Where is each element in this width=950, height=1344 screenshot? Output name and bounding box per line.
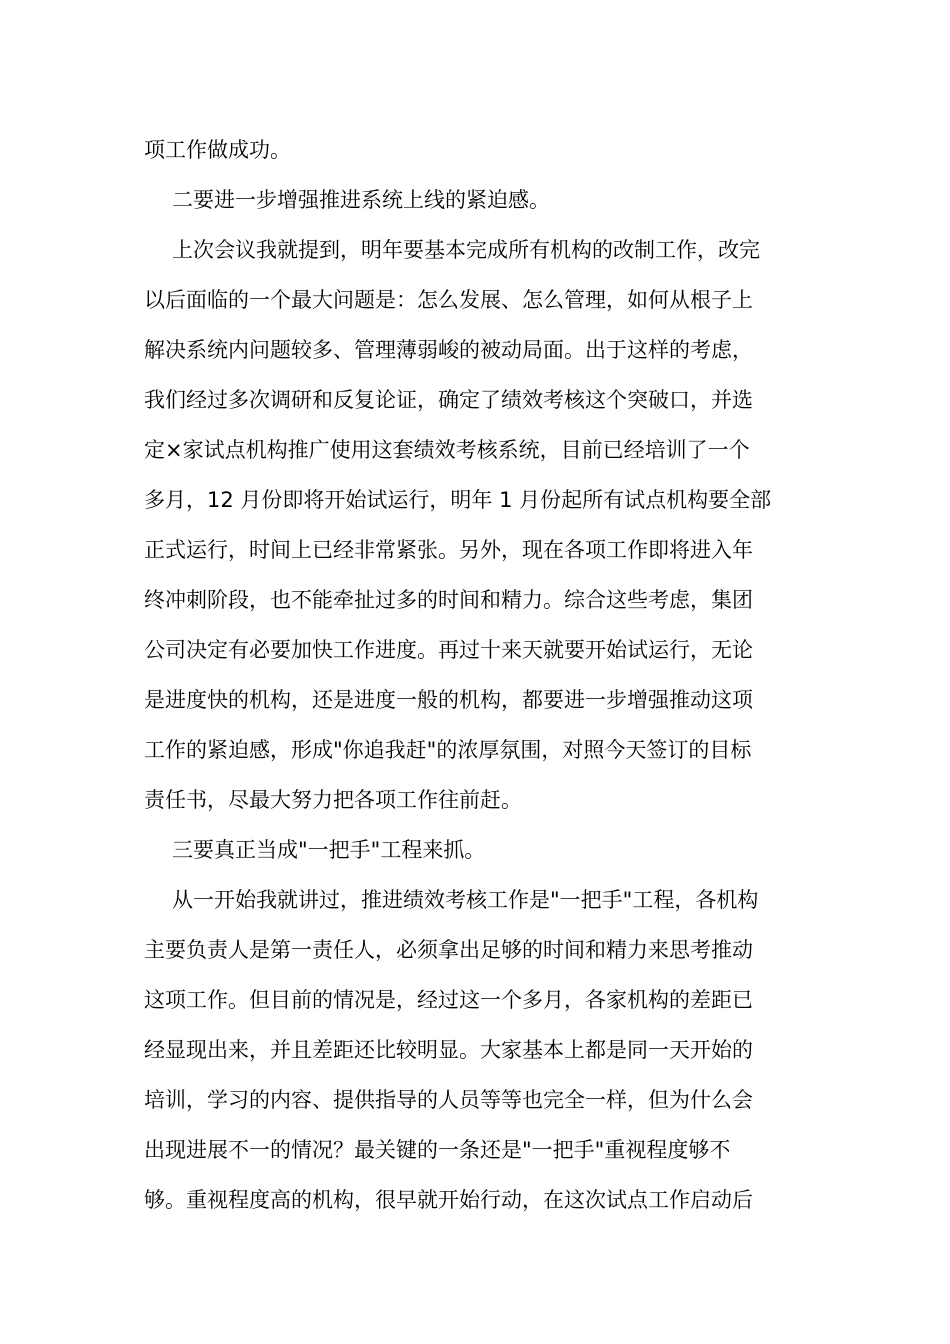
paragraph-line: 正式运行，时间上已经非常紧张。另外，现在各项工作即将进入年: [144, 538, 753, 562]
paragraph-line: 责任书，尽最大努力把各项工作往前赶。: [144, 788, 522, 812]
paragraph-line: 以后面临的一个最大问题是：怎么发展、怎么管理，如何从根子上: [144, 288, 753, 312]
paragraph-line: 工作的紧迫感，形成"你追我赶"的浓厚氛围，对照今天签订的目标: [144, 738, 752, 762]
paragraph-line: 经显现出来，并且差距还比较明显。大家基本上都是同一天开始的: [144, 1038, 753, 1062]
paragraph-line: 多月，12 月份即将开始试运行，明年 1 月份起所有试点机构要全部: [144, 488, 772, 512]
paragraph-line: 够。重视程度高的机构，很早就开始行动，在这次试点工作启动后: [144, 1188, 753, 1212]
paragraph-line: 出现进展不一的情况？最关键的一条还是"一把手"重视程度够不: [144, 1138, 731, 1162]
paragraph-line: 公司决定有必要加快工作进度。再过十来天就要开始试运行，无论: [144, 638, 753, 662]
paragraph-line: 解决系统内问题较多、管理薄弱峻的被动局面。出于这样的考虑，: [144, 338, 753, 362]
paragraph-line: 这项工作。但目前的情况是，经过这一个多月，各家机构的差距已: [144, 988, 753, 1012]
paragraph-line: 我们经过多次调研和反复论证，确定了绩效考核这个突破口，并选: [144, 388, 753, 412]
paragraph-line: 是进度快的机构，还是进度一般的机构，都要进一步增强推动这项: [144, 688, 753, 712]
section-heading: 二要进一步增强推进系统上线的紧迫感。: [172, 188, 550, 212]
paragraph-line: 项工作做成功。: [144, 138, 291, 162]
paragraph-line: 上次会议我就提到，明年要基本完成所有机构的改制工作，改完: [172, 238, 760, 262]
paragraph-line: 定×家试点机构推广使用这套绩效考核系统，目前已经培训了一个: [144, 438, 750, 462]
paragraph-line: 主要负责人是第一责任人，必须拿出足够的时间和精力来思考推动: [144, 938, 753, 962]
section-heading: 三要真正当成"一把手"工程来抓。: [172, 838, 486, 862]
paragraph-line: 培训，学习的内容、提供指导的人员等等也完全一样，但为什么会: [144, 1088, 753, 1112]
paragraph-line: 从一开始我就讲过，推进绩效考核工作是"一把手"工程，各机构: [172, 888, 759, 912]
paragraph-line: 终冲刺阶段，也不能牵扯过多的时间和精力。综合这些考虑，集团: [144, 588, 753, 612]
